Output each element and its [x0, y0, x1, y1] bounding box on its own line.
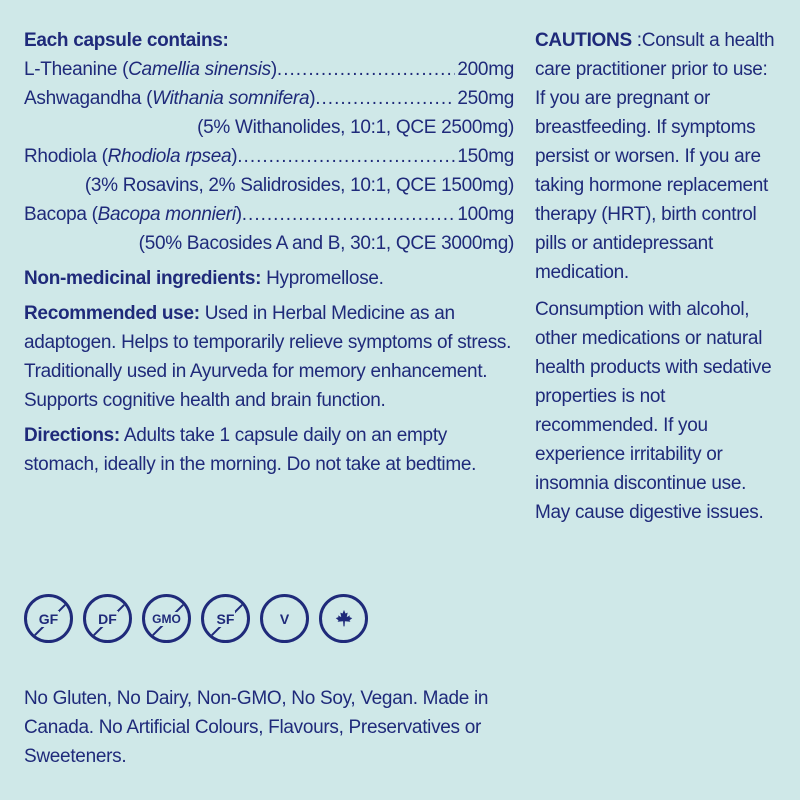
- cautions-text: :Consult a health care practitioner prior to use: If you are pregnant or breastfeeding. If symptoms persist or worsen. If you are taking hormone replacement therapy (HRT), birth control pills or antidepressant medication.: [535, 30, 775, 283]
- ingredient-detail: (3% Rosavins, 2% Salidrosides, 10:1, QCE 1500mg): [84, 175, 514, 196]
- vegan-icon: [260, 594, 309, 643]
- soy-free-icon: [201, 594, 250, 643]
- icon-label: GF: [38, 610, 59, 627]
- dietary-icons: [24, 594, 368, 643]
- ingredient-row: Rhodiola (Rhodiola rpsea) ..... 150mg: [24, 142, 514, 171]
- cautions-paragraph: [535, 26, 780, 287]
- ingredient-row: L-Theanine (Camellia sinensis) ..... 200mg: [24, 55, 514, 84]
- non-gmo-icon: [142, 594, 191, 643]
- leader-dots: [277, 55, 455, 84]
- ingredient-amount: 200mg: [457, 59, 514, 80]
- ingredient-latin: Camellia sinensis: [128, 59, 271, 80]
- icon-label: GMO: [152, 611, 181, 626]
- directions-text: Adults take 1 capsule daily on an empty stomach, ideally in the morning. Do not take at bedtime.: [24, 425, 477, 475]
- ingredient-amount: 150mg: [457, 146, 514, 167]
- ingredient-latin: Withania somnifera: [152, 88, 310, 109]
- ingredient-detail: (5% Withanolides, 10:1, QCE 2500mg): [197, 117, 514, 138]
- ingredient-detail: (50% Bacosides A and B, 30:1, QCE 3000mg): [138, 233, 514, 254]
- directions-section: [24, 421, 514, 479]
- nonmedicinal-label: Non-medicinal ingredients:: [24, 268, 262, 289]
- recommended-use-label: Recommended use:: [24, 303, 200, 324]
- ingredient-amount: 100mg: [457, 204, 514, 225]
- dietary-statement: No Gluten, No Dairy, Non-GMO, No Soy, Vegan. Made in Canada. No Artificial Colours, Flavours, Preservatives or Sweeteners.: [24, 688, 489, 767]
- ingredient-name: Ashwagandha: [24, 88, 142, 109]
- maple-leaf-shape: [333, 608, 355, 630]
- icon-label: V: [279, 610, 290, 627]
- maple-leaf-icon: [319, 594, 368, 643]
- leader-dots: [237, 142, 455, 171]
- ingredient-latin: Bacopa monnieri: [97, 204, 236, 225]
- icon-label: DF: [98, 610, 117, 627]
- ingredient-latin: Rhodiola rpsea: [107, 146, 232, 167]
- leader-dots: [315, 84, 455, 113]
- dairy-free-icon: [83, 594, 132, 643]
- ingredient-name: L-Theanine: [24, 59, 118, 80]
- recommended-use-section: [24, 299, 514, 415]
- cautions-label: CAUTIONS: [535, 30, 632, 51]
- cautions-panel: [535, 26, 780, 527]
- ingredient-row: Ashwagandha (Withania somnifera) ..... 250mg: [24, 84, 514, 113]
- ingredient-name: Bacopa: [24, 204, 87, 225]
- leader-dots: [242, 200, 456, 229]
- gluten-free-icon: [24, 594, 73, 643]
- nonmedicinal-text: Hypromellose.: [261, 268, 384, 289]
- ingredients-heading: Each capsule contains:: [24, 30, 229, 51]
- recommended-use-text: Used in Herbal Medicine as an adaptogen. Helps to temporarily relieve symptoms of stress. Traditionally used in Ayurveda for memory enhancement. Supports cognitive health and brain function.: [24, 303, 512, 411]
- nonmedicinal-section: [24, 264, 514, 293]
- ingredient-row: Bacopa (Bacopa monnieri) ..... 100mg: [24, 200, 514, 229]
- ingredient-amount: 250mg: [457, 88, 514, 109]
- cautions-paragraph-2: Consumption with alcohol, other medications or natural health products with sedative properties is not recommended. If you experience irritability or insomnia discontinue use. May cause digestive issues.: [535, 299, 772, 523]
- ingredients-panel: [24, 26, 514, 479]
- ingredient-name: Rhodiola: [24, 146, 97, 167]
- icon-label: SF: [216, 610, 235, 627]
- directions-label: Directions:: [24, 425, 120, 446]
